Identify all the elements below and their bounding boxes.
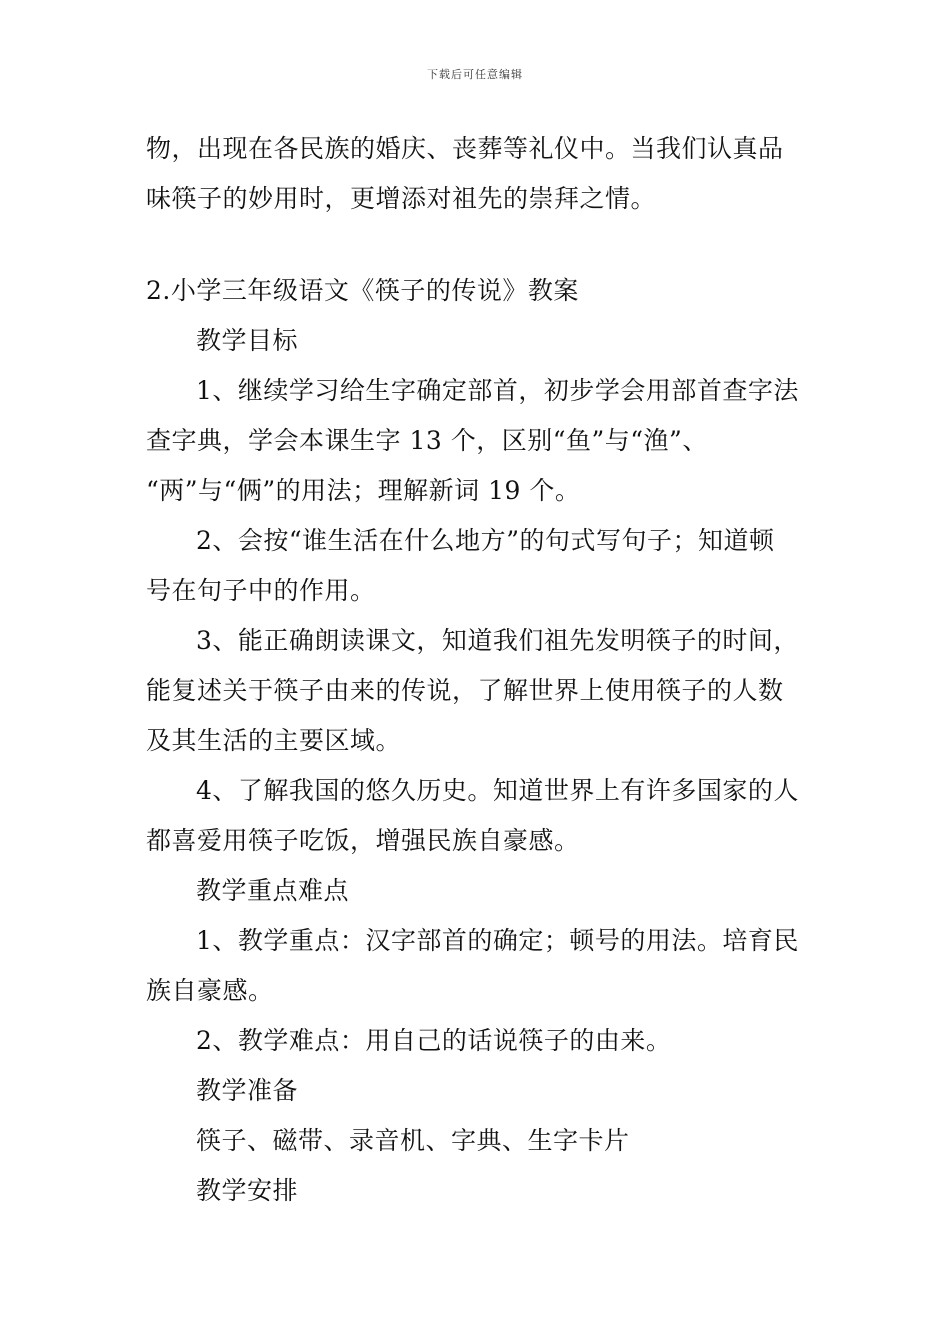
goal-1-line: 查字典，学会本课生字 13 个，区别“鱼”与“渔”、 bbox=[146, 426, 708, 455]
key-point-1-line: 族自豪感。 bbox=[146, 976, 274, 1005]
goal-3-line: 及其生活的主要区域。 bbox=[146, 726, 402, 755]
heading-preparation: 教学准备 bbox=[196, 1076, 299, 1105]
goal-1-line: 1、继续学习给生字确定部首，初步学会用部首查字法 bbox=[196, 376, 799, 405]
goal-1-line: “两”与“俩”的用法；理解新词 19 个。 bbox=[146, 476, 581, 505]
goal-2-line: 号在句子中的作用。 bbox=[146, 576, 376, 605]
heading-arrangement: 教学安排 bbox=[196, 1176, 299, 1205]
goal-4-line: 都喜爱用筷子吃饭，增强民族自豪感。 bbox=[146, 826, 580, 855]
goal-2-line: 2、会按“谁生活在什么地方”的句式写句子；知道顿 bbox=[196, 526, 775, 555]
section-title: 2.小学三年级语文《筷子的传说》教案 bbox=[146, 276, 579, 305]
document-body bbox=[146, 124, 808, 1216]
goal-3-line: 能复述关于筷子由来的传说，了解世界上使用筷子的人数 bbox=[146, 676, 784, 705]
preparation-items: 筷子、磁带、录音机、字典、生字卡片 bbox=[196, 1126, 630, 1155]
heading-teaching-goals: 教学目标 bbox=[196, 326, 299, 355]
key-point-2-line: 2、教学难点：用自己的话说筷子的由来。 bbox=[196, 1026, 672, 1055]
paragraph-line: 物，出现在各民族的婚庆、丧葬等礼仪中。当我们认真品 bbox=[146, 134, 784, 163]
page-header: 下载后可任意编辑 bbox=[427, 68, 523, 81]
heading-key-points: 教学重点难点 bbox=[196, 876, 350, 905]
goal-3-line: 3、能正确朗读课文，知道我们祖先发明筷子的时间， bbox=[196, 626, 799, 655]
goal-4-line: 4、了解我国的悠久历史。知道世界上有许多国家的人 bbox=[196, 776, 799, 805]
paragraph-line: 味筷子的妙用时，更增添对祖先的崇拜之情。 bbox=[146, 184, 657, 213]
key-point-1-line: 1、教学重点：汉字部首的确定；顿号的用法。培育民 bbox=[196, 926, 799, 955]
paragraph-gap bbox=[146, 224, 808, 266]
